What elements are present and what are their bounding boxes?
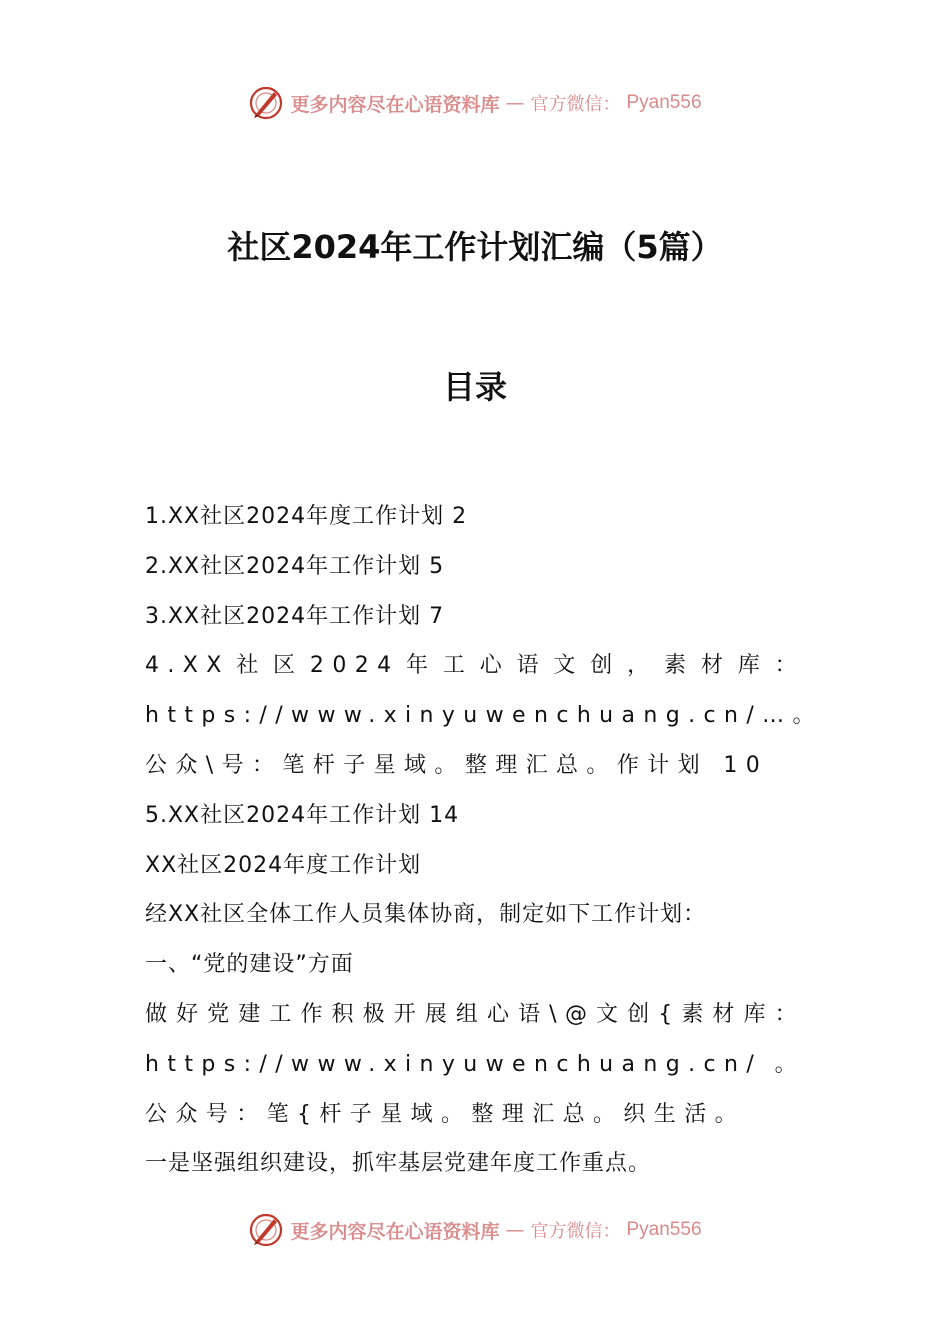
toc-item-1: 1.XX社区2024年度工作计划 2: [145, 504, 468, 529]
document-body: [145, 492, 823, 1189]
paragraph-organization: 一是坚强组织建设，抓牢基层党建年度工作重点。: [145, 1151, 652, 1177]
watermark-promo-text: 更多内容尽在心语资料库: [290, 1220, 500, 1243]
section-title: XX社区2024年度工作计划: [145, 852, 422, 878]
header-watermark: [0, 83, 950, 123]
toc-item-4: 4.XX社区2024年工心语文创，素材库：https://www.xinyuwenchuang.cn/…。公众\号：笔杆子星域。整理汇总。作计划 10: [145, 653, 823, 778]
document-title: 社区2024年工作计划汇编（5篇）: [227, 228, 723, 266]
toc-item-3: 3.XX社区2024年工作计划 7: [145, 603, 445, 629]
watermark-wechat-id: Pyan556: [626, 92, 702, 113]
intro-paragraph: 经XX社区全体工作人员集体协商，制定如下工作计划：: [145, 902, 707, 928]
toc-item-5: 5.XX社区2024年工作计划 14: [145, 802, 460, 828]
section-heading-party-building: 一、“党的建设”方面: [145, 952, 354, 978]
watermark-dash: —: [505, 92, 525, 114]
paragraph-party-work: 做好党建工作积极开展组心语\@文创{素材库：https://www.xinyuwenchuang.cn/。公众号：笔{杆子星域。整理汇总。织生活。: [145, 1001, 805, 1127]
watermark-wechat-id: Pyan556: [626, 1219, 702, 1240]
watermark-wechat-label: 官方微信：: [530, 94, 621, 115]
footer-watermark: [0, 1210, 950, 1250]
quill-logo-icon: [248, 1212, 284, 1248]
toc-item-2: 2.XX社区2024年工作计划 5: [145, 553, 445, 579]
quill-logo-icon: [248, 85, 284, 121]
watermark-wechat-label: 官方微信：: [530, 1221, 621, 1242]
toc-heading: 目录: [442, 368, 507, 406]
watermark-dash: —: [505, 1219, 525, 1241]
watermark-promo-text: 更多内容尽在心语资料库: [290, 93, 500, 116]
